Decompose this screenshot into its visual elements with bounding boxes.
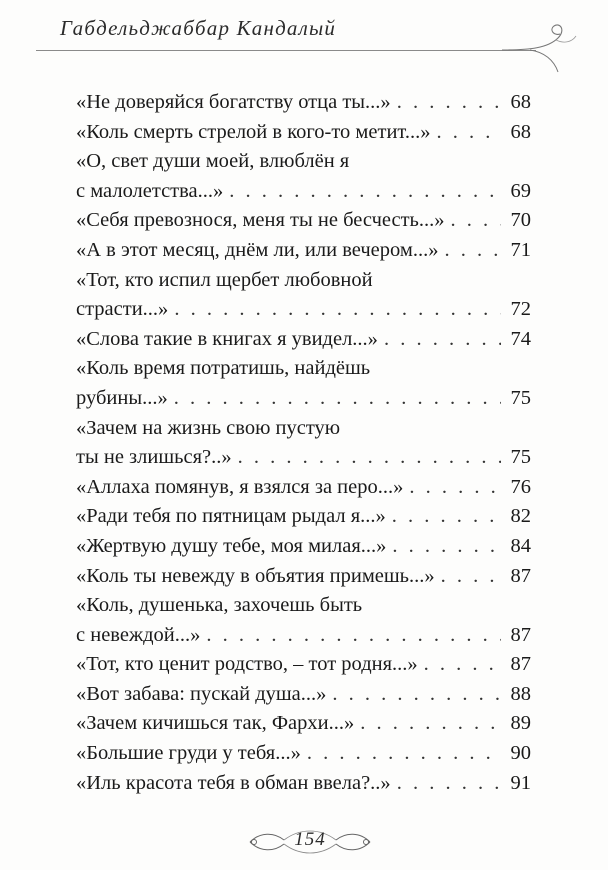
toc-entry-title: «О, свет души моей, влюблён я: [76, 150, 350, 173]
toc-leader-dots: [174, 295, 501, 325]
toc-page-number: 89: [510, 712, 531, 735]
toc-entry: [76, 532, 531, 562]
toc-leader-dots: [409, 473, 501, 503]
toc-leader-dots: [436, 118, 501, 148]
toc-entry: [76, 591, 531, 650]
toc-leader-dots: [238, 443, 501, 473]
toc-entry-line: [76, 591, 531, 621]
toc-leader-dots: [206, 621, 501, 651]
toc-entry-last-line: [76, 118, 531, 148]
toc-entry: [76, 473, 531, 503]
toc-leader-dots: [451, 206, 501, 236]
toc-entry-line: [76, 414, 531, 444]
header-rule: [36, 50, 536, 51]
header-flourish-ornament: [500, 18, 580, 78]
toc-entry-last-line: [76, 709, 531, 739]
page-number: 154: [294, 829, 326, 850]
toc-entry-last-line: [76, 206, 531, 236]
toc-entry-title: «Тот, кто ценит родство, – тот родня...»: [76, 653, 418, 676]
toc-entry: [76, 266, 531, 325]
toc-leader-dots: [392, 502, 501, 532]
toc-page-number: 70: [510, 209, 531, 232]
toc-entry: [76, 709, 531, 739]
toc-entry-last-line: [76, 384, 531, 414]
toc-entry-last-line: [76, 680, 531, 710]
toc-entry-title: «Иль красота тебя в обман ввела?..»: [76, 771, 391, 794]
toc-entry: [76, 206, 531, 236]
toc-entry-last-line: [76, 562, 531, 592]
toc-page-number: 87: [510, 564, 531, 587]
toc-entry-last-line: [76, 177, 531, 207]
table-of-contents: [76, 88, 531, 798]
toc-entry-last-line: [76, 325, 531, 355]
toc-page-number: 69: [510, 179, 531, 202]
toc-entry: [76, 769, 531, 799]
toc-entry-title: «Ради тебя по пятницам рыдал я...»: [76, 505, 386, 528]
toc-entry-last-line: [76, 769, 531, 799]
toc-entry-title: «Коль время потратишь, найдёшь: [76, 357, 371, 380]
toc-page-number: 76: [510, 475, 531, 498]
toc-entry: [76, 236, 531, 266]
toc-leader-dots: [441, 562, 501, 592]
toc-entry-title: «Коль смерть стрелой в кого-то метит...»: [76, 120, 431, 143]
toc-entry-title: «Вот забава: пускай душа...»: [76, 682, 327, 705]
toc-entry-last-line: [76, 236, 531, 266]
toc-entry-last-line: [76, 739, 531, 769]
toc-leader-dots: [307, 739, 501, 769]
toc-entry-line: [76, 266, 531, 296]
toc-entry-last-line: [76, 295, 531, 325]
toc-page-number: 87: [510, 653, 531, 676]
toc-leader-dots: [229, 177, 501, 207]
toc-entry-title: ты не злишься?..»: [76, 446, 232, 469]
toc-page-number: 75: [510, 386, 531, 409]
toc-page-number: 82: [510, 505, 531, 528]
toc-entry-title: «Коль ты невежду в объятия примешь...»: [76, 564, 435, 587]
toc-page-number: 72: [510, 298, 531, 321]
toc-leader-dots: [397, 88, 501, 118]
toc-leader-dots: [332, 680, 501, 710]
toc-entry-title: страсти...»: [76, 298, 169, 321]
toc-page-number: 74: [510, 327, 531, 350]
toc-entry-title: «Зачем на жизнь свою пустую: [76, 416, 341, 439]
toc-entry-title: «Не доверяйся богатству отца ты...»: [76, 91, 391, 113]
toc-entry-last-line: [76, 443, 531, 473]
toc-entry-title: «Аллаха помянув, я взялся за перо...»: [76, 475, 404, 498]
toc-leader-dots: [384, 325, 501, 355]
toc-entry-last-line: [76, 532, 531, 562]
toc-page-number: 88: [510, 682, 531, 705]
toc-page-number: 75: [510, 446, 531, 469]
toc-leader-dots: [397, 769, 501, 799]
page-footer: [240, 824, 380, 860]
toc-page-number: 71: [510, 238, 531, 261]
toc-page-number: 87: [510, 623, 531, 646]
toc-leader-dots: [392, 532, 501, 562]
toc-page-number: 91: [510, 771, 531, 794]
toc-entry: [76, 325, 531, 355]
toc-leader-dots: [444, 236, 501, 266]
toc-entry-line: [76, 354, 531, 384]
toc-entry-title: «Коль, душенька, захочешь быть: [76, 594, 363, 617]
toc-entry-last-line: [76, 88, 531, 118]
toc-entry: [76, 739, 531, 769]
toc-entry-title: рубины...»: [76, 386, 168, 409]
toc-entry-title: «Жертвую душу тебе, моя милая...»: [76, 534, 387, 557]
toc-page-number: 84: [510, 534, 531, 557]
toc-entry-title: «Большие груди у тебя...»: [76, 742, 301, 765]
toc-entry: [76, 680, 531, 710]
toc-entry: [76, 502, 531, 532]
toc-page-number: 90: [510, 742, 531, 765]
toc-entry: [76, 147, 531, 206]
toc-entry-title: «Зачем кичишься так, Фархи...»: [76, 712, 355, 735]
toc-page-number: 68: [510, 120, 531, 143]
toc-page-number: 68: [510, 91, 531, 113]
toc-entry: [76, 88, 531, 118]
running-header: Габдельджаббар Кандалый: [60, 16, 337, 40]
toc-leader-dots: [174, 384, 501, 414]
toc-entry-title: «Тот, кто испил щербет любовной: [76, 268, 373, 291]
toc-entry-title: с малолетства...»: [76, 179, 224, 202]
toc-entry-title: с невеждой...»: [76, 623, 201, 646]
toc-entry: [76, 650, 531, 680]
toc-entry-title: «А в этот месяц, днём ли, или вечером...»: [76, 238, 439, 261]
toc-entry: [76, 354, 531, 413]
toc-entry-last-line: [76, 473, 531, 503]
toc-leader-dots: [360, 709, 501, 739]
toc-entry: [76, 118, 531, 148]
toc-entry-last-line: [76, 621, 531, 651]
toc-entry-last-line: [76, 650, 531, 680]
toc-entry: [76, 414, 531, 473]
toc-entry-title: «Себя превознося, меня ты не бесчесть...»: [76, 209, 445, 232]
toc-entry-line: [76, 147, 531, 177]
toc-entry: [76, 562, 531, 592]
toc-leader-dots: [424, 650, 501, 680]
toc-entry-title: «Слова такие в книгах я увидел...»: [76, 327, 378, 350]
toc-entry-last-line: [76, 502, 531, 532]
